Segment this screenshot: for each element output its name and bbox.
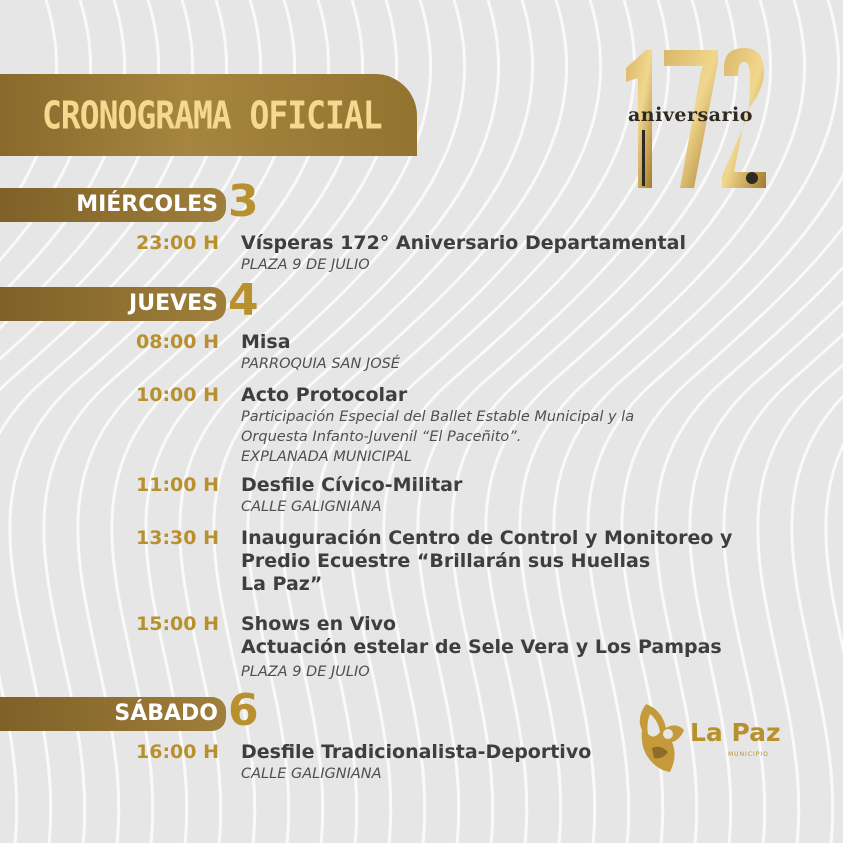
- event-title: La Paz”: [241, 573, 323, 595]
- event-detail: CALLE GALIGNIANA: [241, 766, 382, 782]
- day-label: MIÉRCOLES: [76, 192, 218, 217]
- event-time: 08:00 H: [136, 331, 219, 353]
- event-detail: CALLE GALIGNIANA: [241, 499, 382, 515]
- event-detail: PARROQUIA SAN JOSÉ: [241, 356, 400, 372]
- event-title: Shows en Vivo: [241, 613, 397, 635]
- event-title: Predio Ecuestre “Brillarán sus Huellas: [241, 550, 651, 572]
- day-number: 3: [228, 176, 259, 227]
- event-title: Actuación estelar de Sele Vera y Los Pampas: [241, 636, 722, 658]
- event-title: Desfile Tradicionalista-Deportivo: [241, 741, 592, 763]
- event-time: 10:00 H: [136, 384, 219, 406]
- day-number: 4: [228, 275, 259, 326]
- event-title: Desfile Cívico-Militar: [241, 474, 463, 496]
- municipality-name: La Paz: [690, 718, 781, 747]
- event-title: Acto Protocolar: [241, 384, 408, 406]
- background-wave-line: [792, 0, 843, 843]
- page-title: CRONOGRAMA OFICIAL: [42, 92, 382, 138]
- event-title: Misa: [241, 331, 291, 353]
- event-title: Vísperas 172° Aniversario Departamental: [241, 232, 686, 254]
- municipality-subtitle: MUNICIPIO: [728, 751, 769, 758]
- event-detail: PLAZA 9 DE JULIO: [241, 257, 370, 273]
- event-time: 11:00 H: [136, 474, 219, 496]
- event-time: 15:00 H: [136, 613, 219, 635]
- event-detail: Participación Especial del Ballet Estable Municipal y la: [241, 409, 635, 425]
- event-detail: Orquesta Infanto-Juvenil “El Paceñito”.: [241, 429, 522, 445]
- event-detail: PLAZA 9 DE JULIO: [241, 664, 370, 680]
- la-paz-emblem-icon: [632, 700, 688, 776]
- event-detail: EXPLANADA MUNICIPAL: [241, 449, 412, 465]
- day-label: JUEVES: [129, 291, 218, 316]
- event-time: 16:00 H: [136, 741, 219, 763]
- title-banner: [0, 74, 417, 156]
- event-time: 23:00 H: [136, 232, 219, 254]
- event-title: Inauguración Centro de Control y Monitoreo y: [241, 527, 733, 549]
- day-label: SÁBADO: [114, 701, 218, 726]
- day-number: 6: [228, 685, 259, 736]
- event-time: 13:30 H: [136, 527, 219, 549]
- anniversary-label: aniversario: [628, 104, 753, 126]
